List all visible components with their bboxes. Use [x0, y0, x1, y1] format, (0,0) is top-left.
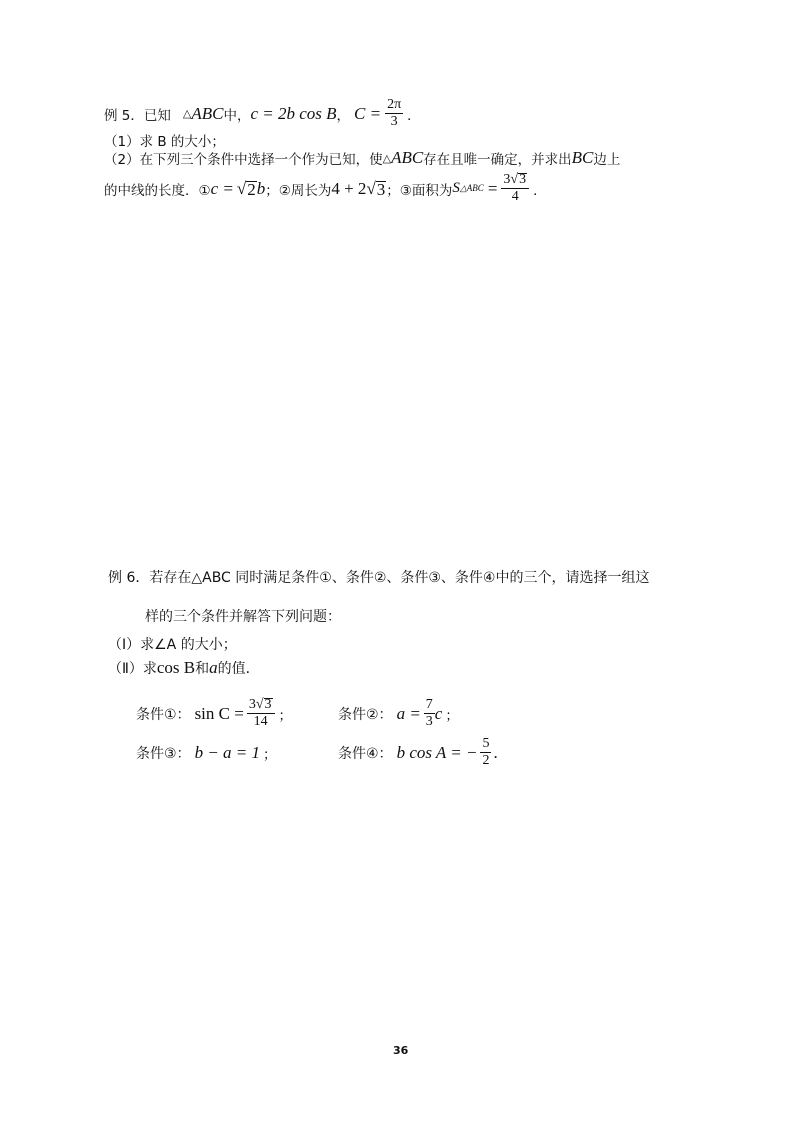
ex5-prefix: 例 5．已知	[104, 107, 171, 124]
area-fraction	[501, 172, 529, 205]
fraction-denominator: 4	[511, 189, 519, 204]
condition-label: 条件②：	[338, 706, 393, 723]
area-subscript: △ABC	[459, 183, 484, 193]
condition-end: ；	[263, 747, 277, 763]
triangle-abc: ABC	[191, 103, 224, 123]
ex5-sep1: ；②周长为	[265, 182, 332, 199]
condition-lhs: a =	[396, 703, 421, 723]
ex6-cosb: cos B	[156, 658, 196, 677]
triangle-abc: ABC	[391, 148, 424, 167]
ex6-q2-text-a: （Ⅱ）求	[108, 661, 157, 677]
sqrt-symbol: √	[366, 178, 376, 198]
page-number: 36	[393, 1044, 409, 1057]
fraction-numerator: 3√3	[247, 697, 275, 714]
condition-2	[338, 697, 459, 730]
fraction-denominator: 14	[253, 714, 268, 729]
condition-lhs: b cos A = −	[396, 742, 478, 762]
condition-end: .	[493, 742, 498, 762]
condition-label: 条件①：	[136, 706, 191, 723]
triangle-symbol: △	[182, 108, 192, 120]
num-coefficient: 3	[248, 697, 256, 712]
ex5-line4	[104, 172, 547, 205]
cond1-lhs: c =	[210, 178, 234, 198]
cond2-expression: 4 + 2	[331, 178, 367, 198]
condition-lhs: sin C =	[194, 703, 244, 723]
condition-label: 条件③：	[136, 746, 191, 762]
fraction-numerator: 7	[425, 697, 433, 712]
area-s: S	[452, 180, 460, 196]
ex5-comma: ，	[336, 107, 351, 124]
fraction-denominator: 3	[425, 714, 433, 729]
ex6-question-1: （Ⅰ）求∠A 的大小；	[108, 637, 237, 653]
fraction-numerator: 3√3	[501, 172, 529, 189]
ex5-q2-text-b: 存在且唯一确定，并求出	[423, 152, 572, 168]
cond1-b: b	[256, 178, 266, 198]
condition-fraction	[247, 697, 275, 730]
fraction-numerator: 2π	[387, 97, 402, 112]
ex5-line1	[104, 97, 421, 130]
condition-fraction	[480, 736, 491, 769]
ex6-line2: 样的三个条件并解答下列问题：	[145, 609, 341, 625]
ex5-question-1: （1）求 B 的大小；	[104, 134, 225, 150]
condition-end: ；	[278, 707, 293, 724]
ex6-var-a: a	[209, 658, 218, 677]
condition-fraction	[424, 697, 435, 730]
condition-3	[136, 743, 277, 763]
ex5-mid-text: 中，	[223, 107, 251, 124]
cond2-radicand: 3	[376, 179, 386, 199]
num-coefficient: 3	[503, 172, 511, 187]
condition-label: 条件④：	[338, 745, 393, 762]
ex6-q2-and: 和	[195, 661, 210, 677]
ex5-sep2: ；③面积为	[386, 182, 453, 199]
ex5-q2-text-a: （2）在下列三个条件中选择一个作为已知，使	[104, 152, 383, 168]
ex6-line1: 例 6．若存在△ABC 同时满足条件①、条件②、条件③、条件④中的三个，请选择一组这	[108, 570, 650, 586]
ex5-end: ．	[407, 107, 421, 124]
num-radicand: 3	[264, 697, 272, 712]
ex5-q2-text-c: 边上	[593, 152, 621, 168]
num-radicand: 3	[519, 172, 527, 187]
cond1-radicand: 2	[247, 179, 256, 199]
condition-4	[338, 736, 498, 769]
triangle-symbol: △	[382, 152, 392, 165]
equals-sign: =	[487, 178, 498, 198]
ex6-question-2	[108, 658, 260, 678]
ex6-q2-text-c: 的值．	[217, 661, 260, 677]
ex5-equation-c: c = 2b cos B	[250, 103, 337, 123]
condition-1	[136, 697, 292, 730]
segment-bc: BC	[571, 148, 594, 167]
ex5-line4-end: ．	[533, 182, 547, 199]
condition-rhs: c	[434, 703, 443, 723]
fraction-denominator: 2	[482, 753, 490, 768]
sqrt-symbol: √	[236, 178, 247, 198]
ex5-c-lhs: C =	[354, 103, 382, 123]
ex5-question-2	[104, 148, 620, 168]
condition-end: ；	[445, 707, 459, 724]
ex5-line4-text: 的中线的长度．①	[104, 182, 211, 199]
fraction-numerator: 5	[482, 736, 490, 751]
fraction-denominator: 3	[390, 114, 398, 129]
condition-expression: b − a = 1	[194, 743, 261, 762]
ex5-c-fraction	[385, 97, 403, 130]
